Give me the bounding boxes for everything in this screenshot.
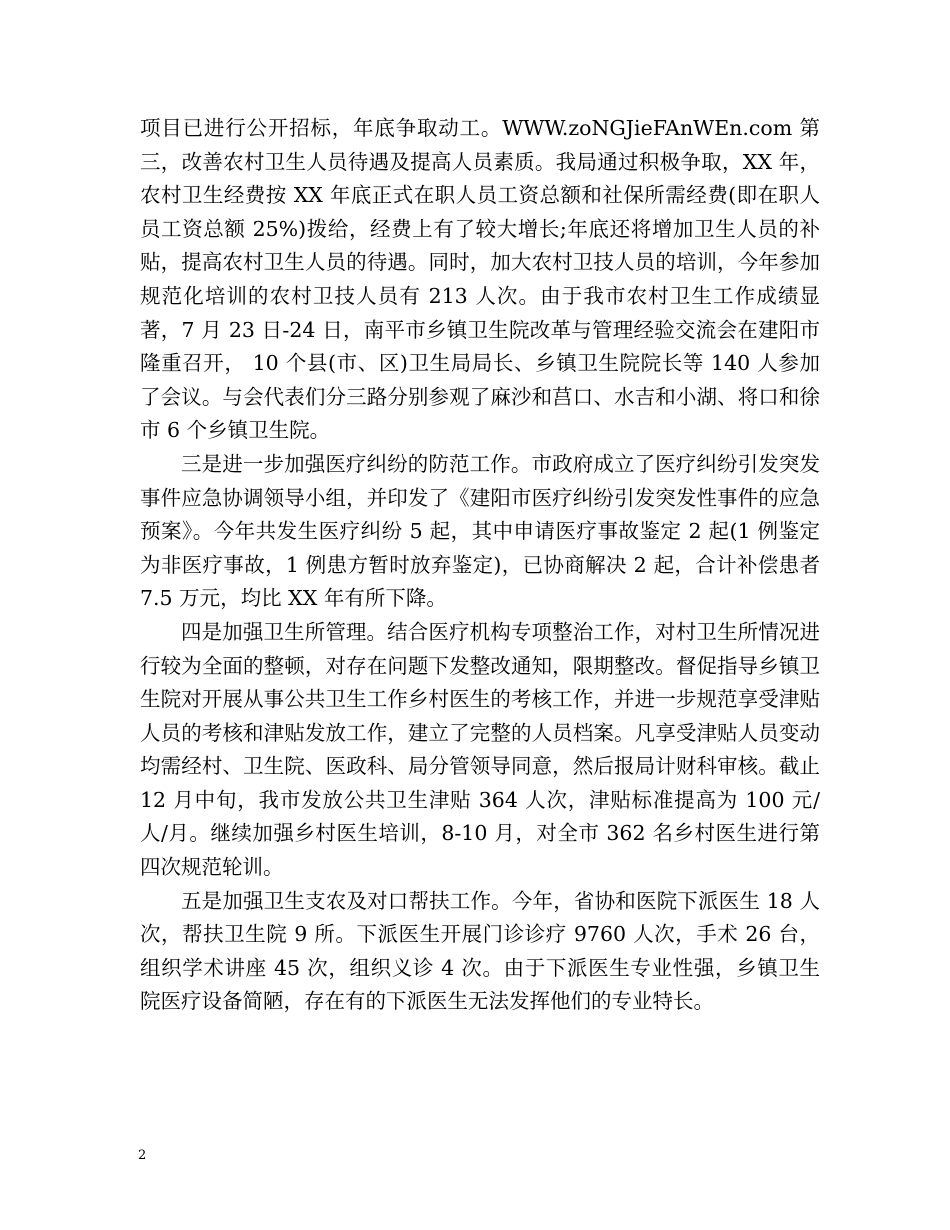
document-body xyxy=(140,112,820,1019)
paragraph-continued: 项目已进行公开招标，年底争取动工。WWW.zoNGJieFAnWEn.com 第三，改善农村卫生人员待遇及提高人员素质。我局通过积极争取，XX 年，农村卫生经费按 XX 年底正式在职人员工资总额和社保所需经费(即在职人员工资总额 25%)拨给，经费上有了较大增长;年底还将增加卫生人员的补贴，提高农村卫生人员的待遇。同时，加大农村卫技人员的培训，今年参加规范化培训的农村卫技人员有 213 人次。由于我市农村卫生工作成绩显著，7 月 23 日-24 日，南平市乡镇卫生院改革与管理经验交流会在建阳市隆重召开， 10 个县(市、区)卫生局局长、乡镇卫生院院长等 140 人参加了会议。与会代表们分三路分别参观了麻沙和莒口、水吉和小湖、将口和徐市 6 个乡镇卫生院。 xyxy=(140,116,820,443)
paragraph-item-three: 三是进一步加强医疗纠纷的防范工作。市政府成立了医疗纠纷引发突发事件应急协调领导小组，并印发了《建阳市医疗纠纷引发突发性事件的应急预案》。今年共发生医疗纠纷 5 起，其中申请医疗事故鉴定 2 起(1 例鉴定为非医疗事故，1 例患方暂时放弃鉴定)，已协商解决 2 起，合计补偿患者 7.5 万元，均比 XX 年有所下降。 xyxy=(140,451,820,611)
paragraph-item-four: 四是加强卫生所管理。结合医疗机构专项整治工作，对村卫生所情况进行较为全面的整顿，对存在问题下发整改通知，限期整改。督促指导乡镇卫生院对开展从事公共卫生工作乡村医生的考核工作，并进一步规范享受津贴人员的考核和津贴发放工作，建立了完整的人员档案。凡享受津贴人员变动均需经村、卫生院、医政科、局分管领导同意，然后报局计财科审核。截止 12 月中旬，我市发放公共卫生津贴 364 人次，津贴标准提高为 100 元/人/月。继续加强乡村医生培训，8-10 月，对全市 362 名乡村医生进行第四次规范轮训。 xyxy=(140,619,820,880)
paragraph-item-five: 五是加强卫生支农及对口帮扶工作。今年，省协和医院下派医生 18 人次，帮扶卫生院 9 所。下派医生开展门诊诊疗 9760 人次，手术 26 台，组织学术讲座 45 次，组织义诊 4 次。由于下派医生专业性强，乡镇卫生院医疗设备简陋，存在有的下派医生无法发挥他们的专业特长。 xyxy=(140,888,820,1014)
page-number: 2 xyxy=(138,1148,147,1163)
